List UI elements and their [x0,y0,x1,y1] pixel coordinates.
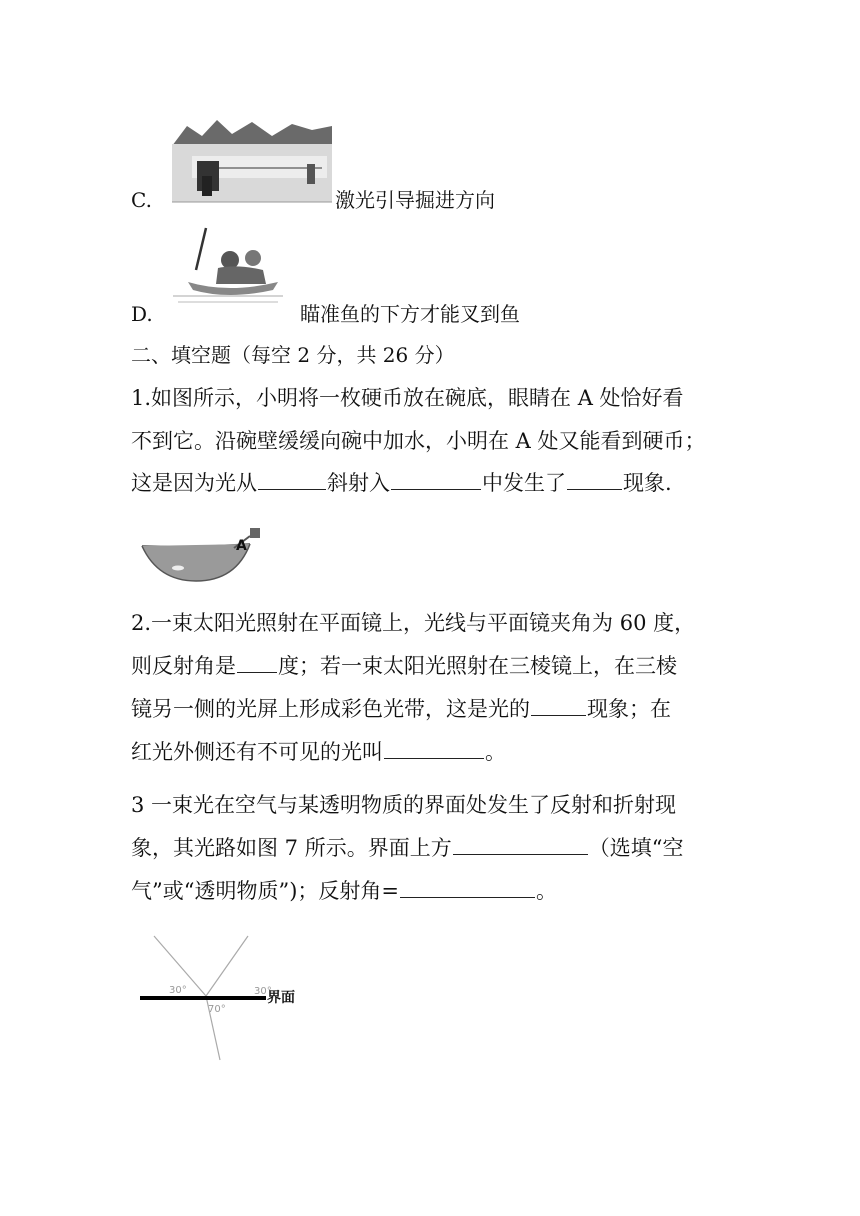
q1-text-d: 现象. [623,471,672,495]
q3-text-b: （选填“空 [588,836,684,860]
q2-text-b: 度；若一束太阳光照射在三棱镜上，在三棱 [278,654,677,678]
option-d-letter: D. [131,302,153,326]
q3-line2 [131,834,683,862]
option-c-letter: C. [131,188,152,212]
q3-line3 [131,877,557,905]
q3-text-a: 象，其光路如图 7 所示。界面上方 [131,836,452,860]
q3-figure-label: 界面 [267,990,295,1006]
q1-line3 [131,469,672,497]
q2-text-c: 镜另一侧的光屏上形成彩色光带，这是光的 [131,697,530,721]
reflected-ray [206,936,248,996]
section-title: 二、填空题（每空 2 分，共 26 分） [131,343,455,367]
q2-line3 [131,695,671,723]
q2-line1: 2.一束太阳光照射在平面镜上，光线与平面镜夹角为 60 度， [131,611,696,635]
q2-text-e: 红光外侧还有不可见的光叫 [131,740,383,764]
q2-blank-1[interactable] [237,654,277,673]
q2-blank-2[interactable] [531,697,586,716]
q3-text-d: 。 [536,879,557,903]
q1-figure-label: A [236,538,247,554]
q2-text-f: 。 [485,740,506,764]
q2-blank-3[interactable] [384,740,484,759]
q2-text-d: 现象；在 [587,697,671,721]
q2-line2 [131,652,677,680]
q3-line1: 3 一束光在空气与某透明物质的界面处发生了反射和折射现 [131,793,677,817]
q1-text-b: 斜射入 [327,471,390,495]
q1-line2: 不到它。沿碗壁缓缓向碗中加水，小明在 A 处又能看到硬币； [131,429,706,453]
option-c-text: 激光引导掘进方向 [335,188,495,212]
fisherman-spear-image [168,224,288,310]
bowl-coin-image [138,526,268,586]
angle-label-1: 30° [169,985,187,996]
angle-label-2: 30° [254,986,272,997]
q1-line1: 1.如图所示，小明将一枚硬币放在碗底，眼睛在 A 处恰好看 [131,386,684,410]
q1-text-c: 中发生了 [482,471,566,495]
q1-blank-2[interactable] [391,471,481,490]
option-d-text: 瞄准鱼的下方才能叉到鱼 [300,302,520,326]
q2-line4 [131,738,506,766]
q1-blank-1[interactable] [258,471,326,490]
tunnel-laser-image [172,116,332,206]
q1-blank-3[interactable] [567,471,622,490]
q3-blank-2[interactable] [400,879,535,898]
angle-label-3: 70° [208,1004,226,1015]
q3-blank-1[interactable] [453,836,588,855]
q3-text-c: 气”或“透明物质”)；反射角= [131,879,399,903]
q1-text-a: 这是因为光从 [131,471,257,495]
q2-text-a: 则反射角是 [131,654,236,678]
